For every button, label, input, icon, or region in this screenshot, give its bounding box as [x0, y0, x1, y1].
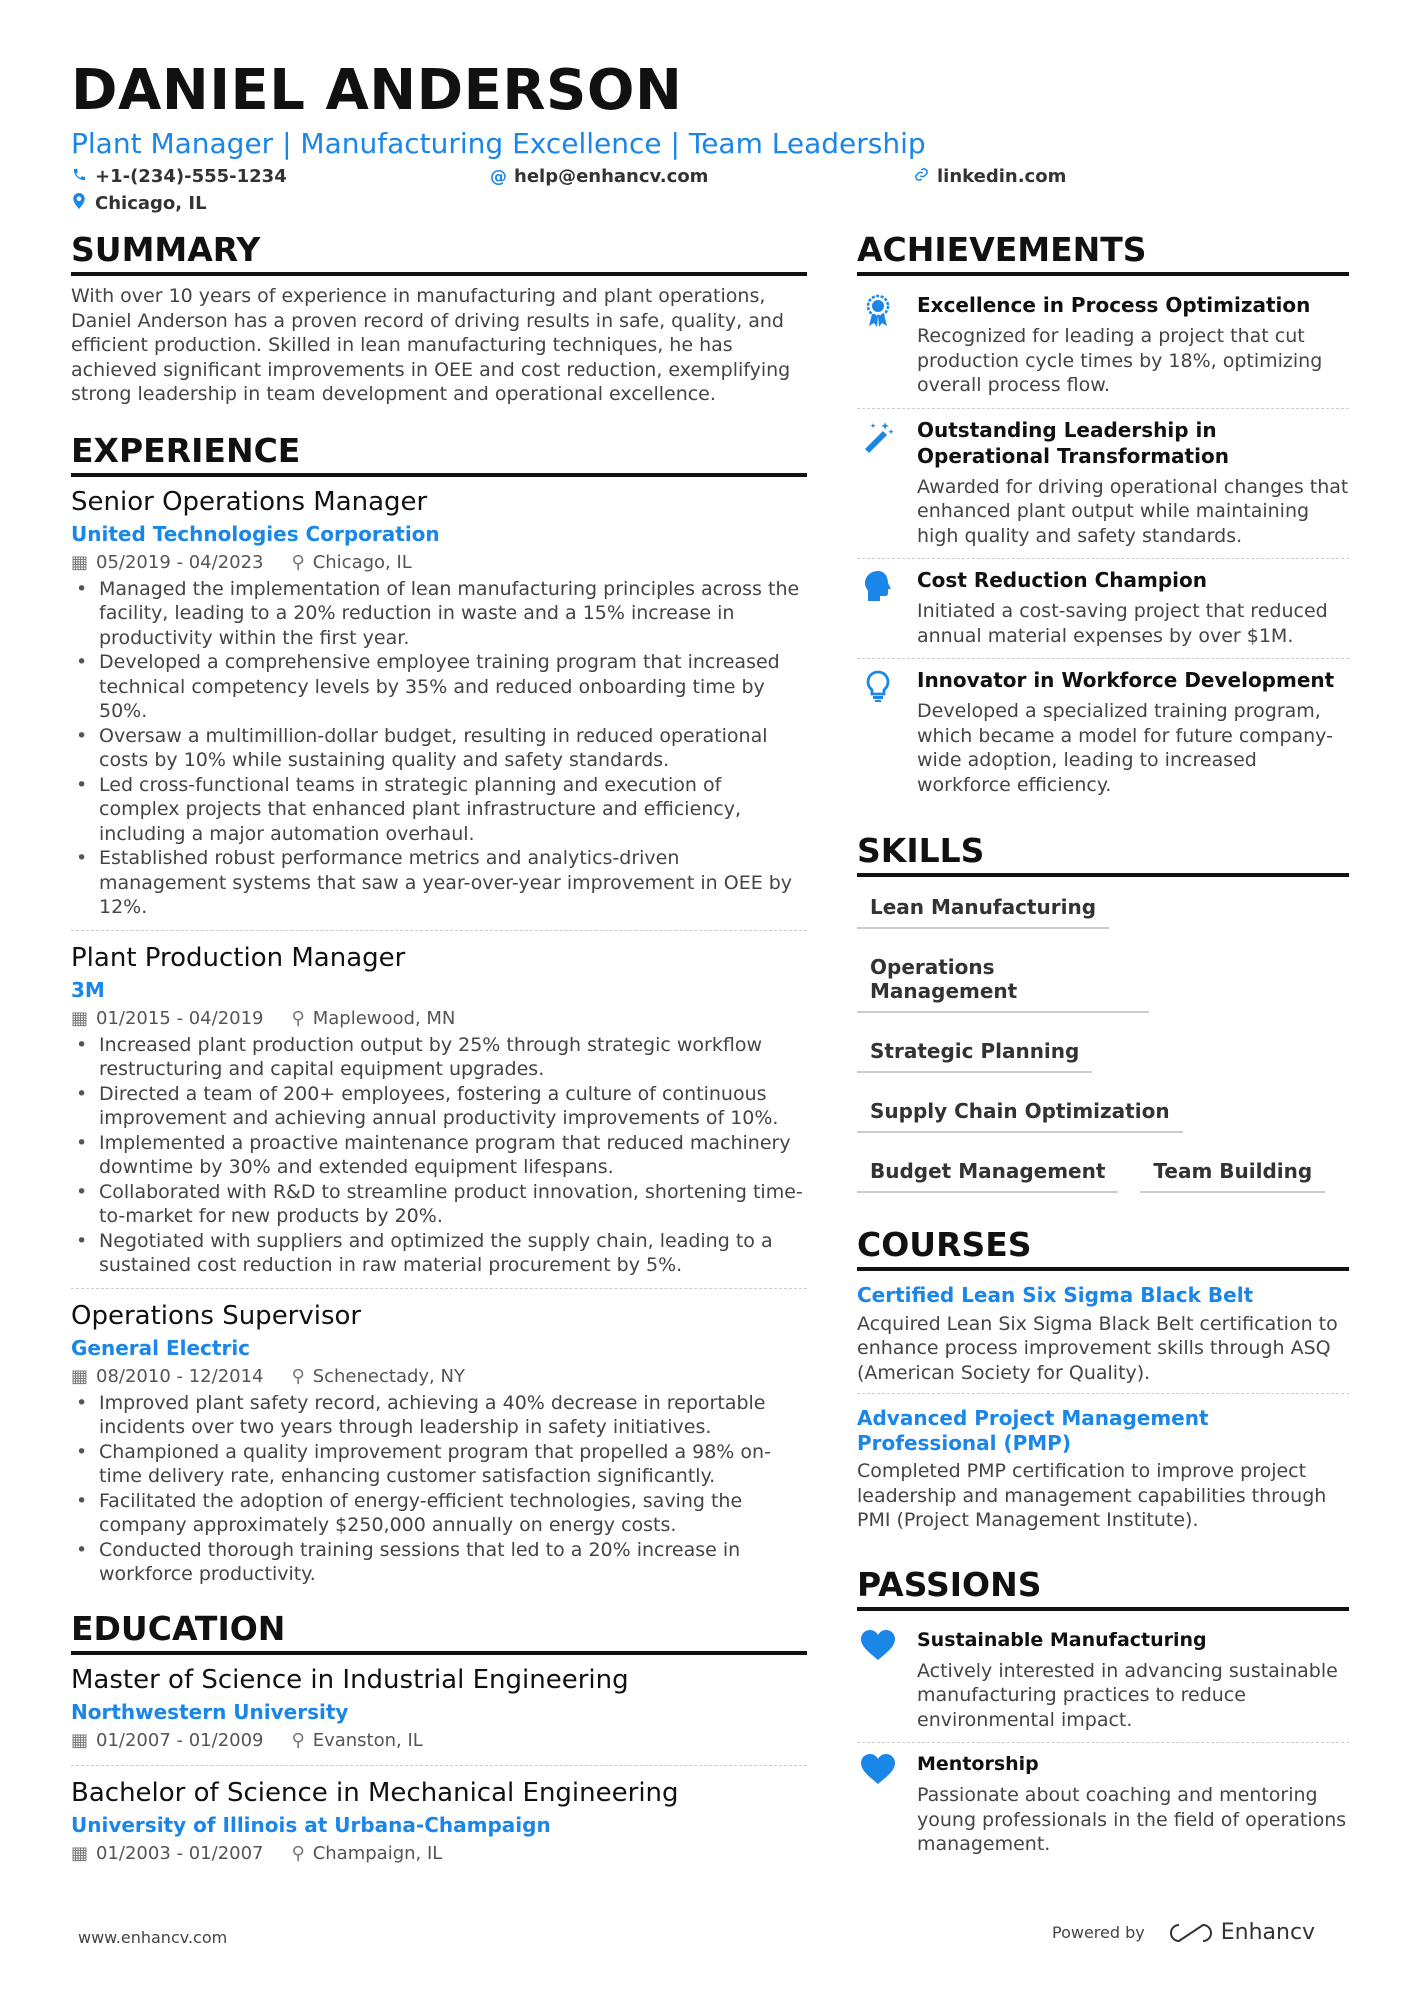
job-bullet: • Established robust performance metrics and analytics-driven management systems that saw a year-over-year improvement in OEE by 12%.	[71, 846, 807, 920]
job-meta	[71, 549, 807, 577]
heart-icon	[857, 1627, 899, 1733]
education-heading: EDUCATION	[71, 1607, 807, 1655]
right-column	[857, 228, 1349, 1867]
achievement-desc: Initiated a cost-saving project that reduced annual material expenses by over $1M.	[917, 600, 1328, 647]
achievements-section	[857, 228, 1349, 807]
experience-heading: EXPERIENCE	[71, 429, 807, 477]
education-location: Evanston, IL	[312, 1729, 423, 1751]
job-entry	[71, 1299, 807, 1597]
passions-section	[857, 1563, 1349, 1867]
education-school: University of Illinois at Urbana-Champaign	[71, 1812, 551, 1837]
skill-tag: Operations Management	[857, 951, 1149, 1013]
left-column	[71, 228, 807, 1888]
experience-section	[71, 429, 807, 1597]
enhancv-logo-icon	[1169, 1922, 1213, 1944]
education-location: Champaign, IL	[312, 1842, 443, 1864]
education-section	[71, 1607, 807, 1878]
job-bullet: • Implemented a proactive maintenance program that reduced machinery downtime by 30% and extended equipment lifespans.	[71, 1131, 807, 1180]
contact-email[interactable]	[490, 166, 708, 187]
passion-desc: Passionate about coaching and mentoring young professionals in the field of operations management.	[917, 1784, 1347, 1855]
passion-item	[857, 1619, 1349, 1744]
job-bullet: • Conducted thorough training sessions that led to a 20% increase in workforce productivity.	[71, 1538, 807, 1587]
skill-tag: Strategic Planning	[857, 1035, 1092, 1073]
job-bullet: • Collaborated with R&D to streamline product innovation, shortening time-to-market for new products by 20%.	[71, 1180, 807, 1229]
job-bullet: • Increased plant production output by 25% through strategic workflow restructuring and capital equipment upgrades.	[71, 1033, 807, 1082]
candidate-name: DANIEL ANDERSON	[71, 58, 683, 123]
education-dates: 01/2007 - 01/2009	[96, 1729, 264, 1751]
education-degree: Master of Science in Industrial Engineering	[71, 1664, 629, 1695]
job-dates: 01/2015 - 04/2019	[96, 1007, 264, 1029]
job-company: United Technologies Corporation	[71, 521, 440, 546]
achievement-title: Outstanding Leadership in Operational Transformation	[917, 417, 1229, 468]
job-entry	[71, 941, 807, 1289]
heart-icon	[857, 1751, 899, 1857]
education-dates: 01/2003 - 01/2007	[96, 1842, 264, 1864]
brand-name: Enhancv	[1220, 1920, 1316, 1945]
job-bullet: • Championed a quality improvement program that propelled a 98% on-time delivery rate, enhancing customer satisfaction significantly.	[71, 1440, 807, 1489]
achievement-item	[857, 284, 1349, 409]
course-title: Certified Lean Six Sigma Black Belt	[857, 1283, 1254, 1307]
brand-logo[interactable]	[1169, 1920, 1315, 1945]
header	[71, 58, 1351, 222]
courses-heading: COURSES	[857, 1223, 1349, 1271]
education-meta	[71, 1840, 807, 1868]
passion-title: Mentorship	[917, 1753, 1039, 1775]
job-bullet: • Improved plant safety record, achieving a 40% decrease in reportable incidents over two years through leadership in safety initiatives.	[71, 1391, 807, 1440]
skill-tag: Lean Manufacturing	[857, 891, 1109, 929]
job-bullet: • Developed a comprehensive employee training program that increased technical competency levels by 35% and reduced onboarding time by 50%.	[71, 650, 807, 724]
achievement-title: Innovator in Workforce Development	[917, 668, 1335, 692]
achievement-item	[857, 659, 1349, 807]
achievement-title: Excellence in Process Optimization	[917, 293, 1311, 317]
course-desc: Acquired Lean Six Sigma Black Belt certification to enhance process improvement skills through ASQ (American Society for Quality).	[857, 1312, 1338, 1384]
achievement-item	[857, 559, 1349, 659]
job-role: Plant Production Manager	[71, 942, 406, 973]
calendar-icon: ▦	[71, 1729, 89, 1751]
summary-heading: SUMMARY	[71, 228, 807, 276]
map-pin-icon: ⚲	[291, 551, 305, 573]
skills-section	[857, 829, 1349, 1193]
skill-tag: Team Building	[1140, 1155, 1325, 1193]
achievement-title: Cost Reduction Champion	[917, 568, 1207, 592]
calendar-icon: ▦	[71, 551, 89, 573]
education-entry	[71, 1776, 807, 1878]
courses-section	[857, 1223, 1349, 1541]
map-pin-icon: ⚲	[291, 1842, 305, 1864]
job-bullet: • Led cross-functional teams in strategic planning and execution of complex projects that enhanced plant infrastructure and efficiency, including a major automation overhaul.	[71, 773, 807, 847]
skills-heading: SKILLS	[857, 829, 1349, 877]
footer-branding	[1052, 1920, 1315, 1945]
calendar-icon: ▦	[71, 1365, 89, 1387]
job-location: Maplewood, MN	[312, 1007, 456, 1029]
job-bullet: • Negotiated with suppliers and optimized the supply chain, leading to a sustained cost reduction in raw material procurement by 5%.	[71, 1229, 807, 1278]
job-entry	[71, 485, 807, 931]
phone-text: +1-(234)-555-1234	[95, 166, 287, 187]
map-pin-icon: ⚲	[291, 1729, 305, 1751]
candidate-title: Plant Manager | Manufacturing Excellence | Team Leadership	[71, 127, 926, 160]
phone-icon	[71, 167, 87, 187]
education-meta	[71, 1727, 807, 1755]
map-pin-icon: ⚲	[291, 1365, 305, 1387]
passion-item	[857, 1743, 1349, 1867]
achievement-desc: Developed a specialized training program, which became a model for future company-wide adoption, leading to increased workforce efficiency.	[917, 700, 1333, 796]
head-brain-icon	[857, 567, 899, 648]
email-text: help@enhancv.com	[514, 166, 709, 187]
job-bullet: • Directed a team of 200+ employees, fostering a culture of continuous improvement and achieving annual productivity improvements of 10%.	[71, 1082, 807, 1131]
course-title: Advanced Project Management Professional (PMP)	[857, 1406, 1209, 1455]
location-text: Chicago, IL	[95, 193, 207, 214]
link-icon	[913, 167, 929, 187]
magic-wand-icon	[857, 417, 899, 549]
education-entry	[71, 1663, 807, 1766]
summary-section	[71, 228, 807, 407]
education-degree: Bachelor of Science in Mechanical Engineering	[71, 1777, 679, 1808]
map-pin-icon	[71, 193, 87, 214]
at-sign-icon: @	[490, 166, 507, 187]
job-dates: 08/2010 - 12/2014	[96, 1365, 264, 1387]
map-pin-icon: ⚲	[291, 1007, 305, 1029]
lightbulb-icon	[857, 667, 899, 797]
job-meta	[71, 1363, 807, 1391]
course-item	[857, 1402, 1349, 1541]
job-bullet: • Managed the implementation of lean manufacturing principles across the facility, leading to a 20% reduction in waste and a 15% increase in productivity within the first year.	[71, 577, 807, 651]
achievement-desc: Recognized for leading a project that cut production cycle times by 18%, optimizing overall process flow.	[917, 325, 1323, 396]
job-role: Senior Operations Manager	[71, 486, 428, 517]
passion-title: Sustainable Manufacturing	[917, 1628, 1207, 1651]
job-location: Schenectady, NY	[312, 1365, 465, 1387]
skill-tag: Supply Chain Optimization	[857, 1095, 1183, 1133]
linkedin-text: linkedin.com	[937, 166, 1067, 187]
summary-text: With over 10 years of experience in manufacturing and plant operations, Daniel Anderson has a proven record of driving results in safe, quality, and efficient production. Skilled in lean manufacturing techniques, he has achieved significant improvements in OEE and cost reduction, exemplifying strong leadership in team development and operational excellence.	[71, 285, 791, 405]
contact-location	[71, 193, 207, 214]
job-role: Operations Supervisor	[71, 1300, 362, 1331]
passion-desc: Actively interested in advancing sustainable manufacturing practices to reduce environmental impact.	[917, 1659, 1338, 1731]
course-item	[857, 1279, 1349, 1394]
skills-list	[857, 885, 1349, 1193]
achievements-heading: ACHIEVEMENTS	[857, 228, 1349, 276]
achievement-desc: Awarded for driving operational changes that enhanced plant output while maintaining high quality and safety standards.	[917, 475, 1349, 547]
passions-heading: PASSIONS	[857, 1563, 1349, 1611]
contact-phone[interactable]	[71, 166, 287, 187]
footer-website[interactable]: www.enhancv.com	[78, 1928, 228, 1947]
achievement-item	[857, 409, 1349, 560]
job-bullet: • Oversaw a multimillion-dollar budget, resulting in reduced operational costs by 10% while sustaining quality and safety standards.	[71, 724, 807, 773]
contact-info	[71, 166, 1351, 222]
contact-linkedin[interactable]	[913, 166, 1066, 187]
job-bullets	[71, 577, 807, 920]
job-location: Chicago, IL	[312, 551, 412, 573]
job-bullet: • Facilitated the adoption of energy-efficient technologies, saving the company approximately $250,000 annually on energy costs.	[71, 1489, 807, 1538]
award-ribbon-icon	[857, 292, 899, 398]
calendar-icon: ▦	[71, 1842, 89, 1864]
job-company: 3M	[71, 977, 105, 1002]
course-desc: Completed PMP certification to improve project leadership and management capabilities through PMI (Project Management Institute).	[857, 1460, 1327, 1531]
job-bullets	[71, 1391, 807, 1587]
powered-by-text: Powered by	[1052, 1923, 1145, 1942]
job-company: General Electric	[71, 1335, 251, 1360]
skill-tag: Budget Management	[857, 1155, 1118, 1193]
job-meta	[71, 1005, 807, 1033]
job-bullets	[71, 1033, 807, 1278]
education-school: Northwestern University	[71, 1699, 349, 1724]
calendar-icon: ▦	[71, 1007, 89, 1029]
job-dates: 05/2019 - 04/2023	[96, 551, 264, 573]
